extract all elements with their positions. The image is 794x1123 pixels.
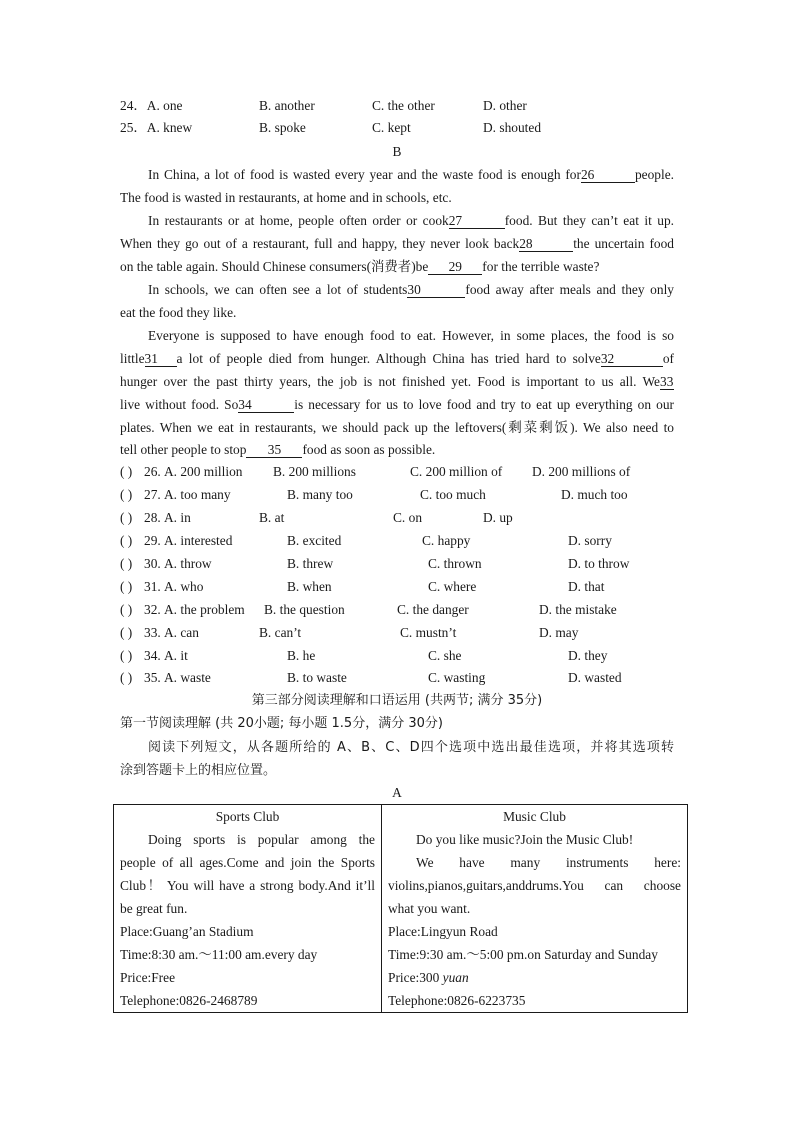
option-b: B. spoke: [259, 120, 306, 135]
price-unit: yuan: [442, 970, 469, 985]
option-b: B. can’t: [259, 625, 302, 640]
option-a: A. knew: [146, 120, 193, 135]
option-a: A. the problem: [164, 602, 245, 617]
option-c: C. she: [428, 648, 462, 663]
club-text: violins,pianos,guitars,anddrums.You can choose: [388, 878, 681, 893]
answer-bracket: ( ): [120, 625, 133, 640]
passage-line: The food is wasted in restaurants, at home and in schools, etc.: [120, 190, 452, 205]
club-text: Doing sports is popular among the: [148, 832, 375, 847]
option-c: C. too much: [420, 487, 486, 502]
question-number: 24．: [120, 98, 147, 113]
blank-32: 32: [601, 351, 663, 367]
club-text: be great fun.: [120, 901, 188, 916]
sports-club-cell: [114, 805, 382, 1013]
blank-31: 31: [145, 351, 177, 367]
question-number: 28.: [144, 510, 161, 525]
part3-title: 第三部分阅读理解和口语运用 (共两节; 满分 35分): [251, 693, 543, 708]
club-text: what you want.: [388, 901, 471, 916]
blank-35: 35: [246, 442, 302, 458]
passage-line: In China, a lot of food is wasted every year and the waste food is enough for26 people.: [148, 167, 674, 182]
option-c: C. thrown: [428, 556, 482, 571]
answer-bracket: ( ): [120, 533, 133, 548]
option-a: A. 200 million: [164, 464, 243, 479]
blank-33: 33: [660, 374, 674, 389]
club-price: Price:300 yuan: [388, 970, 469, 985]
option-b: B. excited: [287, 533, 342, 548]
answer-bracket: ( ): [120, 556, 133, 571]
passage-line: eat the food they like.: [120, 305, 237, 320]
answer-bracket: ( ): [120, 487, 133, 502]
club-text: Club！ You will have a strong body.And it’ll: [120, 878, 375, 893]
passage-line: on the table again. Should Chinese consumers(消费者)be 29 for the terrible waste?: [120, 259, 600, 274]
passage-line: hunger over the past thirty years, the job is not finished yet. Food is important to us all. We33: [120, 374, 674, 389]
question-number: 27.: [144, 487, 161, 502]
club-title: Music Club: [503, 809, 566, 824]
passage-line: live without food. So34 is necessary for us to love food and try to eat up everything on our: [120, 397, 674, 412]
option-b: B. threw: [287, 556, 334, 571]
option-d: D. may: [539, 625, 579, 640]
option-c: C. kept: [372, 120, 411, 135]
option-d: D. the mistake: [539, 602, 617, 617]
question-number: 25．: [120, 120, 147, 135]
option-a: A. who: [164, 579, 204, 594]
blank-28: 28: [519, 236, 573, 252]
option-b: B. another: [259, 98, 315, 113]
option-d: D. wasted: [568, 670, 622, 685]
club-place: Place:Lingyun Road: [388, 924, 498, 939]
music-club-cell: [382, 805, 688, 1013]
option-d: D. shouted: [483, 120, 542, 135]
option-a: A. too many: [164, 487, 231, 502]
option-b: B. at: [259, 510, 285, 525]
blank-30: 30: [407, 282, 465, 298]
section-b-title: B: [392, 144, 402, 159]
option-c: C. wasting: [428, 670, 486, 685]
option-c: C. the danger: [397, 602, 469, 617]
answer-bracket: ( ): [120, 464, 133, 479]
section1-title: 第一节阅读理解 (共 20小题; 每小题 1.5分，满分 30分): [120, 716, 443, 731]
club-price: Price:Free: [120, 970, 176, 985]
passage-line: When they go out of a restaurant, full and happy, they never look back28 the uncertain food: [120, 236, 674, 251]
passage-line: In schools, we can often see a lot of students30 food away after meals and they only: [148, 282, 674, 297]
option-b: B. 200 millions: [273, 464, 356, 479]
question-number: 31.: [144, 579, 161, 594]
question-number: 35.: [144, 670, 161, 685]
blank-27: 27: [449, 213, 505, 229]
club-time: Time:8:30 am.～11:00 am.every day: [120, 947, 318, 962]
answer-bracket: ( ): [120, 579, 133, 594]
question-number: 33.: [144, 625, 161, 640]
passage-line: plates. When we eat in restaurants, we should pack up the leftovers(剩菜剩饭). We also need to: [120, 420, 674, 435]
option-b: B. many too: [287, 487, 353, 502]
blank-34: 34: [238, 397, 294, 413]
option-b: B. the question: [264, 602, 345, 617]
club-telephone: Telephone:0826-6223735: [388, 993, 526, 1008]
option-d: D. up: [483, 510, 513, 525]
option-a: A. in: [164, 510, 191, 525]
option-a: A. waste: [164, 670, 211, 685]
option-d: D. they: [568, 648, 608, 663]
blank-26: 26: [581, 167, 635, 183]
answer-bracket: ( ): [120, 648, 133, 663]
option-c: C. 200 million of: [410, 464, 503, 479]
question-number: 26.: [144, 464, 161, 479]
option-d: D. sorry: [568, 533, 612, 548]
option-b: B. he: [287, 648, 316, 663]
option-a: A. it: [164, 648, 188, 663]
option-a: A. one: [146, 98, 183, 113]
option-d: D. much too: [561, 487, 628, 502]
option-c: C. happy: [422, 533, 471, 548]
question-24: [120, 94, 182, 117]
passage-line: In restaurants or at home, people often order or cook27 food. But they can’t eat it up.: [148, 213, 674, 228]
answer-bracket: ( ): [120, 510, 133, 525]
option-d: D. to throw: [568, 556, 630, 571]
option-d: D. that: [568, 579, 605, 594]
question-number: 34.: [144, 648, 161, 663]
option-d: D. 200 millions of: [532, 464, 631, 479]
club-text: people of all ages.Come and join the Sports: [120, 855, 375, 870]
option-b: B. to waste: [287, 670, 347, 685]
option-a: A. throw: [164, 556, 212, 571]
instructions-line: 涂到答题卡上的相应位置。: [120, 763, 277, 778]
option-d: D. other: [483, 98, 527, 113]
passage-line: little31 a lot of people died from hunger. Although China has tried hard to solve32 of: [120, 351, 674, 366]
club-text: We have many instruments here:: [416, 855, 681, 870]
passage-line: tell other people to stop 35 food as soon as possible.: [120, 442, 436, 457]
club-time: Time:9:30 am.～5:00 pm.on Saturday and Sunday: [388, 947, 658, 962]
option-a: A. interested: [164, 533, 233, 548]
section-a-title: A: [392, 785, 402, 800]
club-title: Sports Club: [215, 809, 280, 824]
question-number: 32.: [144, 602, 161, 617]
club-telephone: Telephone:0826-2468789: [120, 993, 258, 1008]
answer-bracket: ( ): [120, 602, 133, 617]
option-c: C. where: [428, 579, 477, 594]
question-25: [120, 116, 192, 139]
club-place: Place:Guang’an Stadium: [120, 924, 254, 939]
question-number: 29.: [144, 533, 161, 548]
option-b: B. when: [287, 579, 332, 594]
instructions-line: 阅读下列短文，从各题所给的 A、B、C、D四个选项中选出最佳选项，并将其选项转: [148, 740, 674, 755]
option-c: C. on: [393, 510, 423, 525]
option-c: C. mustn’t: [400, 625, 457, 640]
passage-line: Everyone is supposed to have enough food to eat. However, in some places, the food is so: [148, 328, 674, 343]
clubs-table: [113, 804, 688, 1013]
club-text: Do you like music?Join the Music Club!: [416, 832, 634, 847]
option-a: A. can: [164, 625, 199, 640]
question-number: 30.: [144, 556, 161, 571]
answer-bracket: ( ): [120, 670, 133, 685]
option-c: C. the other: [372, 98, 435, 113]
blank-29: 29: [428, 259, 482, 275]
